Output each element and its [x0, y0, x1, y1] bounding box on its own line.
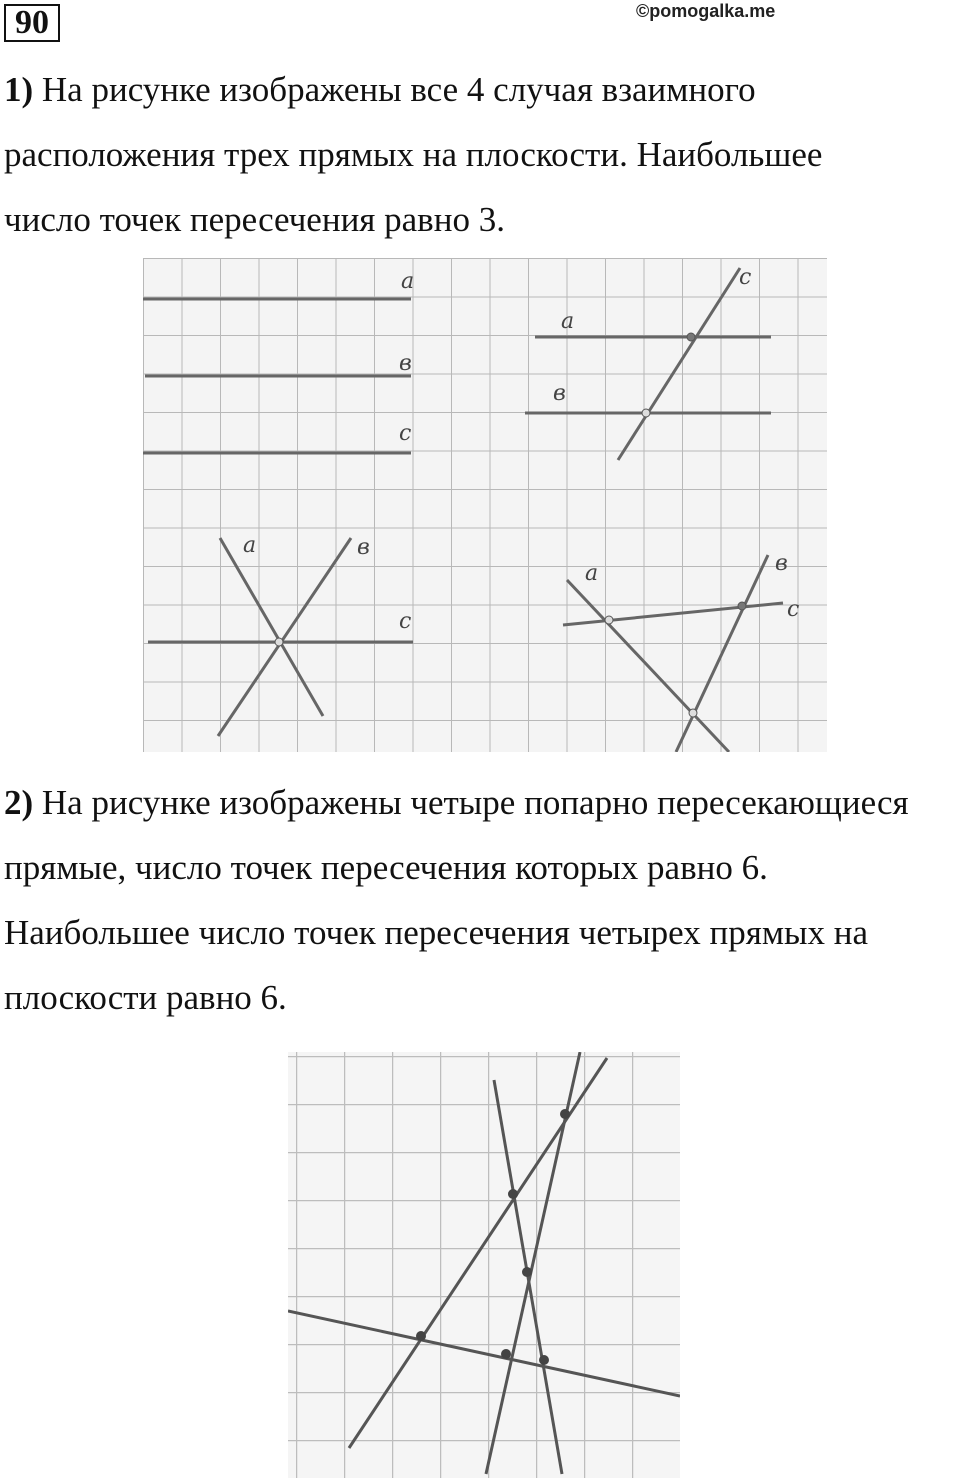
label-a-case4: a: [585, 561, 599, 586]
part1-label: 1): [4, 70, 34, 109]
grid-paper: [288, 1052, 680, 1478]
figure-four-lines-photo: [288, 1052, 680, 1478]
label-b-case4: в: [775, 551, 788, 576]
part2-label: 2): [4, 783, 34, 822]
part1-line-1: 1) На рисунке изображены все 4 случая взаимного: [4, 70, 756, 109]
label-c-case2: c: [739, 265, 752, 290]
point-case2-ac: [687, 333, 695, 341]
point-case3: [275, 638, 283, 646]
label-c-case4: c: [787, 597, 800, 622]
watermark: ©pomogalka.me: [636, 1, 776, 21]
intersection-point-1: [560, 1109, 570, 1119]
figure-three-lines-photo: [143, 258, 827, 752]
point-case4-bc: [738, 602, 746, 610]
intersection-point-6: [539, 1355, 549, 1365]
part2-line-2: прямые, число точек пересечения которых равно 6.: [4, 848, 768, 887]
part1-line-3: число точек пересечения равно 3.: [4, 200, 505, 239]
part2-line-4: плоскости равно 6.: [4, 978, 287, 1017]
part2-line-1: 2) На рисунке изображены четыре попарно пересекающиеся: [4, 783, 909, 822]
part1-line-2: расположения трех прямых на плоскости. Наибольшее: [4, 135, 823, 174]
point-case4-ac: [605, 616, 613, 624]
point-case4-ab: [689, 709, 697, 717]
label-b-case3: в: [357, 535, 370, 560]
problem-number: 90: [4, 4, 60, 42]
intersection-point-5: [501, 1349, 511, 1359]
figure-three-lines: [143, 258, 827, 752]
label-b-case1: в: [399, 351, 412, 376]
label-c-case3: c: [399, 609, 412, 634]
label-c-case1: c: [399, 421, 412, 446]
figure-four-lines: [288, 1052, 680, 1478]
intersection-point-3: [522, 1267, 532, 1277]
intersection-point-2: [508, 1189, 518, 1199]
intersection-point-4: [416, 1331, 426, 1341]
label-b-case2: в: [553, 381, 566, 406]
point-case2-bc: [642, 409, 650, 417]
grid-paper: [143, 258, 827, 752]
label-a-case3: a: [243, 533, 257, 558]
label-a-case2: a: [561, 309, 575, 334]
part1-text: [4, 57, 960, 252]
label-a-case1: a: [401, 269, 415, 294]
part2-line-3: Наибольшее число точек пересечения четырех прямых на: [4, 913, 869, 952]
part2-text: [4, 770, 960, 1030]
